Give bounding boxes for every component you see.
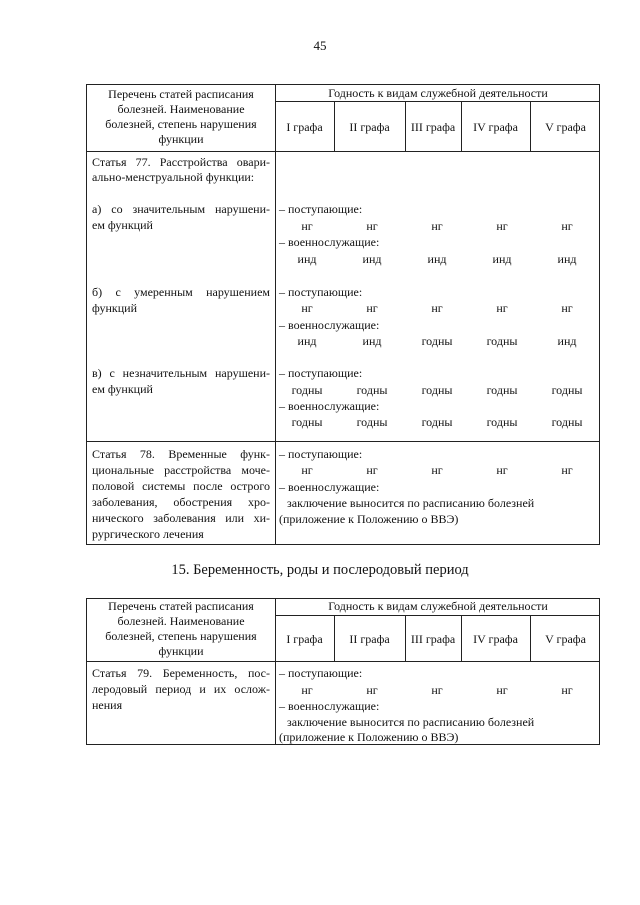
value-cell: годны bbox=[551, 415, 583, 429]
entrants-label: – поступающие: bbox=[279, 366, 363, 380]
value-cell: нг bbox=[366, 683, 378, 697]
item-b-text: функций bbox=[92, 301, 137, 315]
servicemen-label: – военнослужащие: bbox=[279, 399, 380, 413]
entrants-label: – поступающие: bbox=[279, 202, 363, 216]
header-right-title: Годность к видам служебной деятельности bbox=[328, 599, 548, 613]
value-cell: инд bbox=[557, 334, 577, 348]
column-header: V графа bbox=[545, 120, 586, 134]
value-cell: годны bbox=[421, 383, 453, 397]
value-cell: годны bbox=[486, 415, 518, 429]
value-cell: нг bbox=[561, 219, 573, 233]
value-cell: нг bbox=[431, 219, 443, 233]
item-c-text: ем функций bbox=[92, 382, 153, 396]
fitness-table-1 bbox=[86, 84, 600, 545]
value-cell: инд bbox=[427, 252, 447, 266]
servicemen-label: – военнослужащие: bbox=[279, 318, 380, 332]
value-cell: нг bbox=[496, 301, 508, 315]
value-cell: инд bbox=[362, 252, 382, 266]
value-cell: нг bbox=[561, 683, 573, 697]
header-left-line: болезней. Наименование bbox=[117, 102, 245, 116]
value-cell: нг bbox=[496, 219, 508, 233]
header-divider bbox=[275, 101, 599, 102]
servicemen-label: – военнослужащие: bbox=[279, 699, 380, 713]
value-cell: нг bbox=[496, 683, 508, 697]
value-cell: инд bbox=[362, 334, 382, 348]
header-left-line: болезней, степень нарушения bbox=[105, 629, 257, 643]
article-78-text: половой системы после острого bbox=[92, 479, 270, 493]
article-77-title: Статья 77. Расстройства овари- bbox=[92, 155, 270, 169]
value-cell: годны bbox=[291, 383, 323, 397]
column-header: IV графа bbox=[473, 120, 518, 134]
column-header: III графа bbox=[410, 632, 456, 646]
col-divider bbox=[275, 599, 276, 744]
article-78-text: рургического лечения bbox=[92, 527, 204, 541]
article-79-text: Статья 79. Беременность, пос- bbox=[92, 666, 270, 680]
value-cell: нг bbox=[431, 463, 443, 477]
value-cell: годны bbox=[356, 383, 388, 397]
value-cell: нг bbox=[431, 683, 443, 697]
col-divider bbox=[275, 85, 276, 544]
article-79-text: нения bbox=[92, 698, 123, 712]
article-78-text: заболевания, обострения хро- bbox=[92, 495, 270, 509]
item-a-text: а) со значительным нарушени- bbox=[92, 202, 270, 216]
header-left-line: Перечень статей расписания bbox=[108, 599, 254, 613]
column-header: II графа bbox=[349, 632, 390, 646]
header-left-line: болезней. Наименование bbox=[117, 614, 245, 628]
entrants-label: – поступающие: bbox=[279, 666, 363, 680]
value-cell: нг bbox=[301, 219, 313, 233]
conclusion-text: (приложение к Положению о ВВЭ) bbox=[279, 730, 459, 744]
item-a-text: ем функций bbox=[92, 218, 153, 232]
value-cell: нг bbox=[366, 463, 378, 477]
value-cell: нг bbox=[496, 463, 508, 477]
conclusion-text: заключение выносится по расписанию болезней bbox=[287, 496, 535, 510]
article-77-title: ально-менструальной функции: bbox=[92, 170, 255, 184]
item-c-text: в) с незначительным нарушени- bbox=[92, 366, 270, 380]
header-left-line: функции bbox=[158, 132, 204, 146]
value-cell: нг bbox=[366, 301, 378, 315]
article-78-text: Статья 78. Временные функ- bbox=[92, 447, 270, 461]
value-cell: инд bbox=[297, 252, 317, 266]
column-header: IV графа bbox=[473, 632, 518, 646]
header-bottom-line bbox=[87, 151, 599, 152]
value-cell: годны bbox=[356, 415, 388, 429]
column-header: I графа bbox=[286, 120, 323, 134]
header-bottom-line bbox=[87, 661, 599, 662]
value-cell: годны bbox=[291, 415, 323, 429]
value-cell: годны bbox=[421, 334, 453, 348]
value-cell: инд bbox=[492, 252, 512, 266]
value-cell: годны bbox=[421, 415, 453, 429]
value-cell: годны bbox=[486, 334, 518, 348]
header-left-line: болезней, степень нарушения bbox=[105, 117, 257, 131]
page-number: 45 bbox=[313, 38, 327, 53]
entrants-label: – поступающие: bbox=[279, 447, 363, 461]
value-cell: нг bbox=[301, 463, 313, 477]
value-cell: нг bbox=[561, 301, 573, 315]
header-left-line: Перечень статей расписания bbox=[108, 87, 254, 101]
item-b-text: б) с умеренным нарушением bbox=[92, 285, 270, 299]
column-header: I графа bbox=[286, 632, 323, 646]
value-cell: инд bbox=[297, 334, 317, 348]
servicemen-label: – военнослужащие: bbox=[279, 235, 380, 249]
article-78-text: циональные расстройства моче- bbox=[92, 463, 270, 477]
value-cell: нг bbox=[431, 301, 443, 315]
value-cell: нг bbox=[366, 219, 378, 233]
conclusion-text: (приложение к Положению о ВВЭ) bbox=[279, 512, 459, 526]
value-cell: годны bbox=[551, 383, 583, 397]
header-left-line: функции bbox=[158, 644, 204, 658]
header-divider bbox=[275, 615, 599, 616]
servicemen-label: – военнослужащие: bbox=[279, 480, 380, 494]
row-divider bbox=[87, 441, 599, 442]
value-cell: нг bbox=[561, 463, 573, 477]
value-cell: инд bbox=[557, 252, 577, 266]
header-right-title: Годность к видам служебной деятельности bbox=[328, 86, 548, 100]
column-header: III графа bbox=[410, 120, 456, 134]
article-79-text: леродовый период и их ослож- bbox=[92, 682, 270, 696]
conclusion-text: заключение выносится по расписанию болезней bbox=[287, 715, 535, 729]
entrants-label: – поступающие: bbox=[279, 285, 363, 299]
value-cell: нг bbox=[301, 683, 313, 697]
value-cell: нг bbox=[301, 301, 313, 315]
column-header: V графа bbox=[545, 632, 586, 646]
section-heading: 15. Беременность, роды и послеродовый период bbox=[171, 562, 469, 578]
fitness-table-2 bbox=[86, 598, 600, 745]
column-header: II графа bbox=[349, 120, 390, 134]
value-cell: годны bbox=[486, 383, 518, 397]
article-78-text: нического заболевания или хи- bbox=[92, 511, 270, 525]
